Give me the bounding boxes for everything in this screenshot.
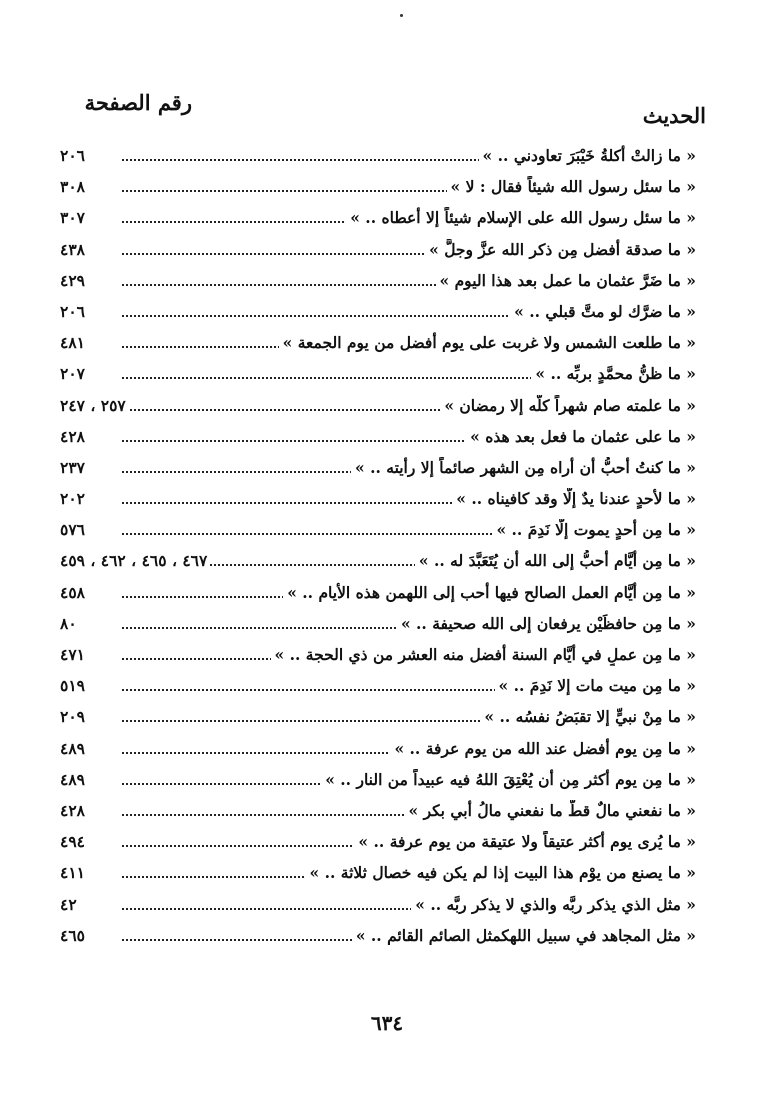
entry-page-number: ٤٢٨ [60, 800, 119, 822]
hadith-text: « ما سئل رسول الله على الإسلام شيئاً إلا أعطاه .. » [346, 207, 696, 229]
hadith-text: « ما يُرى يوم أكثر عتيقاً ولا عتيقة من يوم عرفة .. » [354, 831, 696, 853]
entry-page-number: ٢٣٧ [60, 457, 119, 479]
index-entry [0, 546, 774, 577]
entry-page-number: ٤٢٨ [60, 426, 119, 448]
hadith-text: « ما طلعت الشمس ولا غربت على يوم أفضل من يوم الجمعة » [279, 332, 696, 354]
index-entries-list [0, 141, 774, 952]
entry-page-number: ٤٦٥ [60, 925, 119, 947]
entry-page-number: ٤٨١ [60, 332, 119, 354]
index-entry [0, 203, 774, 234]
hadith-text: « ما مِن أحدٍ يموت إلَّا نَدِمَ .. » [492, 519, 696, 541]
entry-page-number: ٤١١ [60, 862, 119, 884]
hadith-text: « ما مِن أيَّام أحبُّ إلى الله أن يُتَعَبَّدَ له .. » [415, 550, 696, 572]
hadith-text: « مثل المجاهد في سبيل اللهكمثل الصائم القائم .. » [352, 925, 696, 947]
index-entry [0, 297, 774, 328]
index-entry [0, 858, 774, 889]
hadith-text: « ما علمته صام شهراً كلَّه إلا رمضان » [440, 395, 696, 417]
index-entry [0, 172, 774, 203]
hadith-text: « ما مِنْ نبيٍّ إلا تقبَضُ نفسُه .. » [480, 706, 696, 728]
entry-page-number: ٢٥٧ ، ٢٤٧ [60, 395, 129, 417]
entry-page-number: ٢٠٢ [60, 488, 119, 510]
hadith-text: « ما على عثمان ما فعل بعد هذه » [466, 426, 696, 448]
hadith-text: « ما مِن أيَّام العمل الصالح فيها أحب إلى اللهمن هذه الأيام .. » [283, 582, 696, 604]
index-entry [0, 453, 774, 484]
entry-page-number: ٤٢٩ [60, 270, 119, 292]
hadith-text: « ما لأحدٍ عندنا يدٌ إلَّا وقد كافيناه .. » [452, 488, 696, 510]
hadith-text: « ما مِن عملٍ في أيَّام السنة أفضل منه العشر من ذي الحجة .. » [271, 644, 696, 666]
entry-page-number: ٢٠٦ [60, 145, 119, 167]
index-entry [0, 578, 774, 609]
hadith-text: « ما ضَرَّ عثمان ما عمل بعد هذا اليوم » [436, 270, 697, 292]
index-entry [0, 921, 774, 952]
index-entry [0, 141, 774, 172]
index-entry [0, 609, 774, 640]
index-entry [0, 484, 774, 515]
index-entry [0, 734, 774, 765]
hadith-text: « ما كنتُ أحبُّ أن أراه مِن الشهر صائماً إلا رأيته .. » [351, 457, 696, 479]
hadith-text: « ما صدقة أفضل مِن ذكر الله عزَّ وجلَّ » [425, 239, 696, 261]
index-entry [0, 266, 774, 297]
folio-page-number: ٦٣٤ [370, 1011, 404, 1035]
index-entry [0, 359, 774, 390]
entry-page-number: ٤٦٧ ، ٤٦٥ ، ٤٦٢ ، ٤٥٩ [60, 550, 210, 572]
entry-page-number: ٨٠ [60, 613, 119, 635]
entry-page-number: ٤٨٩ [60, 738, 119, 760]
index-entry [0, 328, 774, 359]
hadith-text: « ما زالتْ أُكلةُ خَيْبَرَ تعاودني .. » [479, 145, 696, 167]
hadith-text: « ما نفعني مالٌ قطُّ ما نفعني مالُ أبي بكر » [404, 800, 696, 822]
hadith-text: « ما سئل رسول الله شيئاً فقال : لا » [447, 176, 696, 198]
hadith-text: « ما مِن حافظَيْن يرفعان إلى الله صحيفة .. » [397, 613, 696, 635]
index-entry [0, 702, 774, 733]
hadith-text: « ما ضرَّك لو متَّ قبلي .. » [510, 301, 696, 323]
index-entry [0, 890, 774, 921]
entry-page-number: ٤٥٨ [60, 582, 119, 604]
paper-speck [400, 14, 403, 17]
hadith-text: « مثل الذي يذكر ربَّه والذي لا يذكر ربَّه .. » [411, 894, 696, 916]
hadith-text: « ما مِن يوم أكثر مِن أن يُعْتِقَ اللهُ فيه عبيداً من النار .. » [321, 769, 696, 791]
index-entry [0, 391, 774, 422]
index-entry [0, 765, 774, 796]
index-entry [0, 235, 774, 266]
entry-page-number: ٥١٩ [60, 675, 119, 697]
entry-page-number: ٢٠٦ [60, 301, 119, 323]
hadith-text: « ما ظنُّ محمَّدٍ بربِّه .. » [531, 363, 696, 385]
entry-page-number: ٤٧١ [60, 644, 119, 666]
index-entry [0, 671, 774, 702]
hadith-text: « ما مِن يوم أفضل عند الله من يوم عرفة .. » [390, 738, 696, 760]
entry-page-number: ٤٢ [60, 894, 119, 916]
entry-page-number: ٤٨٩ [60, 769, 119, 791]
entry-page-number: ٢٠٩ [60, 706, 119, 728]
page-number-column-header: رقم الصفحة [84, 90, 192, 115]
index-entry [0, 796, 774, 827]
hadith-text: « ما مِن ميت مات إلا نَدِمَ .. » [495, 675, 696, 697]
entry-page-number: ٣٠٧ [60, 207, 119, 229]
hadith-text: « ما يصنع من يوْم هذا البيت إذا لم يكن فيه خصال ثلاثة .. » [306, 862, 696, 884]
entry-page-number: ٥٧٦ [60, 519, 119, 541]
index-entry [0, 515, 774, 546]
entry-page-number: ٤٣٨ [60, 239, 119, 261]
entry-page-number: ٣٠٨ [60, 176, 119, 198]
hadith-column-header: الحديث [642, 103, 706, 128]
index-entry [0, 640, 774, 671]
entry-page-number: ٤٩٤ [60, 831, 119, 853]
index-entry [0, 827, 774, 858]
entry-page-number: ٢٠٧ [60, 363, 119, 385]
index-entry [0, 422, 774, 453]
